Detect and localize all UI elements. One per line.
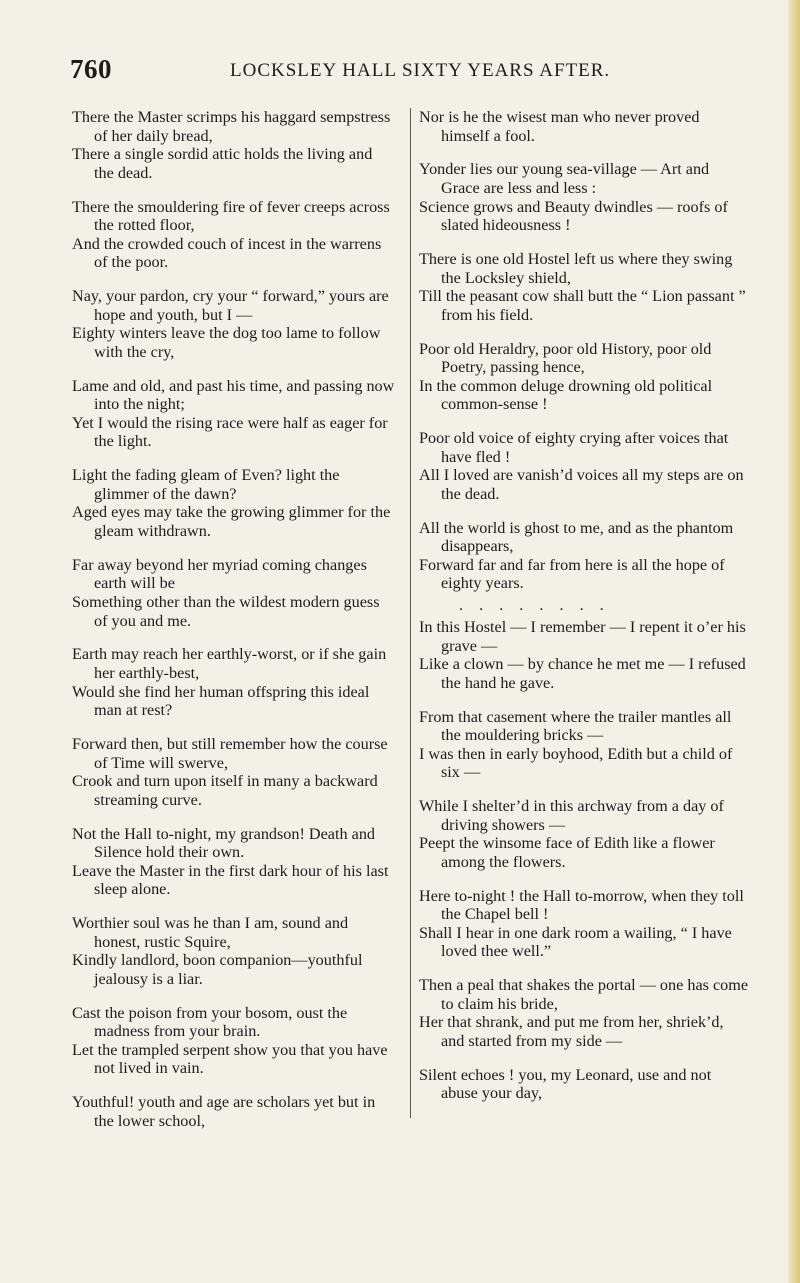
couplet <box>419 976 749 1050</box>
verse-line: Forward far and far from here is all the hope of eighty years. <box>419 555 725 593</box>
verse-line: Science grows and Beauty dwindles — roofs of slated hideousness ! <box>419 197 728 235</box>
verse-line: Not the Hall to-night, my grandson! Death and Silence hold their own. <box>72 824 376 862</box>
verse-line: Leave the Master in the first dark hour of his last sleep alone. <box>72 861 389 899</box>
couplet <box>72 914 396 988</box>
verse-line: Silent echoes ! you, my Leonard, use and not abuse your day, <box>419 1065 712 1103</box>
verse-line: Would she find her human offspring this ideal man at rest? <box>72 682 370 720</box>
couplet <box>419 797 749 871</box>
verse-line: In the common deluge drowning old political common-sense ! <box>419 376 713 414</box>
page-number: 760 <box>70 54 112 84</box>
verse-line: Cast the poison from your bosom, oust the madness from your brain. <box>72 1003 348 1041</box>
verse-line: And the crowded couch of incest in the warrens of the poor. <box>72 234 382 272</box>
couplet <box>419 108 749 145</box>
couplet <box>419 160 749 234</box>
page-header <box>70 54 790 86</box>
couplet <box>72 377 396 451</box>
verse-line: Yonder lies our young sea-village — Art and Grace are less and less : <box>419 160 710 197</box>
verse-line: Like a clown — by chance he met me — I refused the hand he gave. <box>419 655 746 692</box>
ellipsis-row: . . . . . . . . <box>459 596 610 614</box>
couplet <box>72 108 396 182</box>
couplet <box>419 250 749 324</box>
verse-line: Nay, your pardon, cry your “ forward,” yours are hope and youth, but I — <box>72 287 389 324</box>
verse-line: Nor is he the wisest man who never proved himself a fool. <box>419 108 700 145</box>
verse-line: Lame and old, and past his time, and passing now into the night; <box>72 376 395 414</box>
right-column <box>410 108 749 1118</box>
couplet <box>72 1093 396 1130</box>
page-edge <box>788 0 800 1283</box>
verse-line: Light the fading gleam of Even? light the glimmer of the dawn? <box>72 466 340 503</box>
verse-line: Aged eyes may take the growing glimmer for the gleam withdrawn. <box>72 503 391 541</box>
couplet <box>419 887 749 961</box>
couplet <box>72 466 396 540</box>
verse-line: Peept the winsome face of Edith like a flower among the flowers. <box>419 834 715 871</box>
running-title: LOCKSLEY HALL SIXTY YEARS AFTER. <box>230 60 611 81</box>
verse-line: I was then in early boyhood, Edith but a child of six — <box>419 744 733 782</box>
verse-line: Far away beyond her myriad coming changes earth will be <box>72 555 367 593</box>
couplet <box>419 708 749 782</box>
verse-line: Poor old Heraldry, poor old History, poor old Poetry, passing hence, <box>419 339 712 377</box>
couplet <box>419 1066 749 1103</box>
couplet <box>72 287 396 361</box>
couplet <box>72 1004 396 1078</box>
verse-line: All the world is ghost to me, and as the phantom disappears, <box>419 518 734 556</box>
couplet <box>419 519 749 593</box>
verse-line: From that casement where the trailer mantles all the mouldering bricks — <box>419 707 732 745</box>
verse-line: Kindly landlord, boon companion—youthful jealousy is a liar. <box>72 951 363 988</box>
couplet <box>72 556 396 630</box>
verse-line: Eighty winters leave the dog too lame to follow with the cry, <box>72 324 381 361</box>
verse-line: Shall I hear in one dark room a wailing, “ I have loved thee well.” <box>419 923 732 961</box>
couplet <box>72 825 396 899</box>
verse-line: Till the peasant cow shall butt the “ Lion passant ” from his field. <box>419 287 746 324</box>
couplet <box>419 618 749 692</box>
verse-line: Here to-night ! the Hall to-morrow, when they toll the Chapel bell ! <box>419 886 744 924</box>
verse-line: In this Hostel — I remember — I repent it o’er his grave — <box>419 618 746 655</box>
verse-line: All I loved are vanish’d voices all my steps are on the dead. <box>419 466 744 503</box>
verse-line: Let the trampled serpent show you that you have not lived in vain. <box>72 1040 388 1078</box>
verse-line: Then a peal that shakes the portal — one has come to claim his bride, <box>419 976 749 1013</box>
verse-line: Something other than the wildest modern guess of you and me. <box>72 593 380 630</box>
verse-line: While I shelter’d in this archway from a day of driving showers — <box>419 797 724 834</box>
verse-line: Worthier soul was he than I am, sound and honest, rustic Squire, <box>72 914 349 951</box>
couplet <box>419 340 749 414</box>
couplet <box>419 429 749 503</box>
verse-line: Yet I would the rising race were half as eager for the light. <box>72 413 388 451</box>
verse-line: Her that shrank, and put me from her, shriek’d, and started from my side — <box>419 1013 724 1051</box>
verse-line: Poor old voice of eighty crying after voices that have fled ! <box>419 429 729 466</box>
verse-line: Youthful! youth and age are scholars yet but in the lower school, <box>72 1093 376 1130</box>
couplet <box>72 735 396 809</box>
left-column <box>72 108 396 1146</box>
verse-line: There is one old Hostel left us where they swing the Locksley shield, <box>419 249 733 287</box>
verse-line: Crook and turn upon itself in many a backward streaming curve. <box>72 772 378 809</box>
couplet <box>72 198 396 272</box>
verse-line: Earth may reach her earthly-worst, or if she gain her earthly-best, <box>72 645 387 682</box>
verse-line: There the smouldering fire of fever creeps across the rotted floor, <box>72 197 390 235</box>
verse-line: Forward then, but still remember how the course of Time will swerve, <box>72 734 388 772</box>
verse-line: There a single sordid attic holds the living and the dead. <box>72 145 373 182</box>
couplet <box>72 645 396 719</box>
verse-line: There the Master scrimps his haggard sempstress of her daily bread, <box>72 108 391 145</box>
